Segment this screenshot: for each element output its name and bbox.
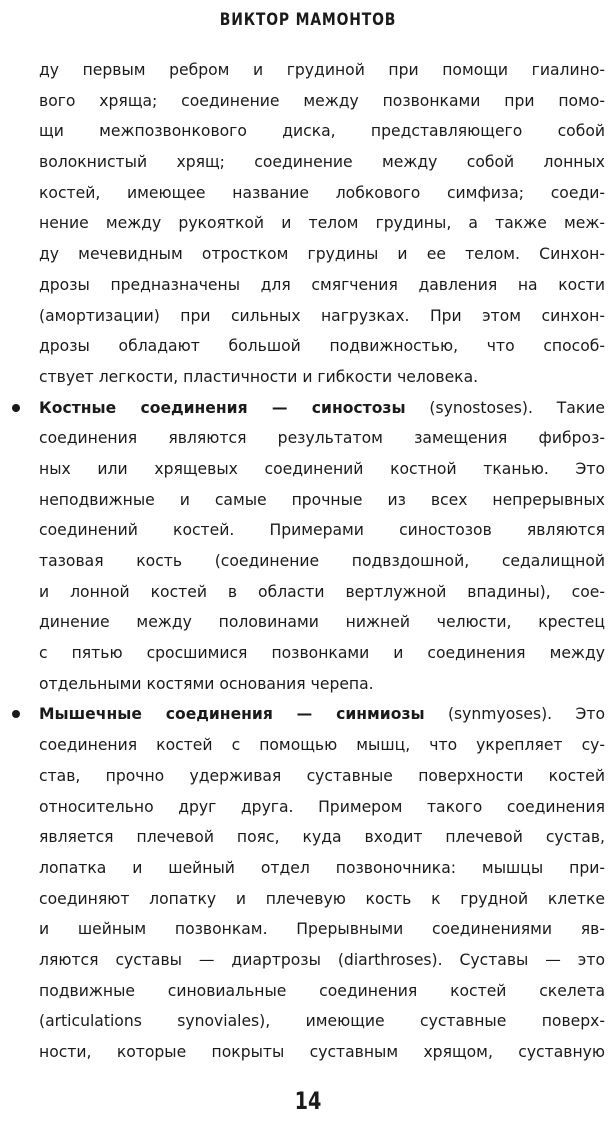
- text-line: [39, 393, 605, 424]
- text-line: подвижные синовиальные соединения костей скелета: [39, 981, 605, 1000]
- text-line: с пятью сросшимися позвонками и соединения между: [39, 644, 605, 663]
- body-text: [39, 55, 605, 1068]
- text-line: соединений костей. Примерами синостозов являются: [39, 521, 605, 540]
- text-line: дрозы обладают большой подвижностью, что способ-: [39, 337, 605, 356]
- page-number: 14: [294, 1087, 322, 1115]
- list-item-text: (synmyoses). Это: [424, 705, 605, 724]
- text-line: соединения являются результатом замещения фиброз-: [39, 429, 605, 448]
- bullet-icon: [11, 393, 21, 424]
- text-line: отдельными костями основания черепа.: [39, 674, 374, 693]
- text-line: ду мечевидным отростком грудины и ее телом. Синхон-: [39, 245, 605, 264]
- text-line: став, прочно удерживая суставные поверхности костей: [39, 766, 605, 785]
- bullet-icon: [11, 699, 21, 730]
- text-line: и шейным позвонкам. Прерывными соединениями яв-: [39, 920, 605, 939]
- text-line: [39, 699, 605, 730]
- text-line: неподвижные и самые прочные из всех непрерывных: [39, 490, 605, 509]
- text-line: ду первым ребром и грудиной при помощи гиалино-: [39, 61, 605, 79]
- text-line: щи межпозвонкового диска, представляющего собой: [39, 122, 605, 141]
- text-line: нение между рукояткой и телом грудины, а также меж-: [39, 214, 605, 233]
- list-item-synmyoses: [39, 699, 605, 1067]
- text-line: является плечевой пояс, куда входит плечевой сустав,: [39, 828, 605, 847]
- text-line: динение между половинами нижней челюсти, крестец: [39, 613, 605, 632]
- text-line: и лонной костей в области вертлужной впадины), сое-: [39, 582, 605, 601]
- text-line: ляются суставы — диартрозы (diarthroses). Суставы — это: [39, 950, 605, 969]
- text-line: относительно друг друга. Примером такого соединения: [39, 797, 605, 816]
- list-item-synostoses: [39, 393, 605, 700]
- text-line: вого хряща; соединение между позвонками при помо-: [39, 91, 605, 110]
- text-line: (articulations synoviales), имеющие суставные поверх-: [39, 1012, 605, 1031]
- text-line: (амортизации) при сильных нагрузках. При этом синхон-: [39, 306, 605, 325]
- text-line: тазовая кость (соединение подвздошной, седалищной: [39, 552, 605, 570]
- text-line: ности, которые покрыты суставным хрящом, суставную: [39, 1043, 605, 1061]
- running-head: ВИКТОР МАМОНТОВ: [219, 10, 397, 30]
- text-line: лопатка и шейный отдел позвоночника: мышцы при-: [39, 858, 605, 877]
- text-line: соединения костей с помощью мышц, что укрепляет су-: [39, 736, 605, 755]
- list-item-term: Костные соединения — синостозы: [39, 398, 406, 417]
- intro-paragraph: [39, 55, 605, 393]
- text-line: ствует легкости, пластичности и гибкости человека.: [39, 367, 479, 386]
- text-line: ных или хрящевых соединений костной тканью. Это: [39, 459, 605, 478]
- text-line: волокнистый хрящ; соединение между собой лонных: [39, 153, 605, 172]
- list-item-text: (synostoses). Такие: [405, 398, 605, 417]
- text-line: соединяют лопатку и плечевую кость к грудной клетке: [39, 889, 605, 908]
- list-item-term: Мышечные соединения — синмиозы: [39, 705, 425, 724]
- text-line: дрозы предназначены для смягчения давления на кости: [39, 275, 605, 294]
- text-line: костей, имеющее название лобкового симфиза; соеди-: [39, 183, 605, 202]
